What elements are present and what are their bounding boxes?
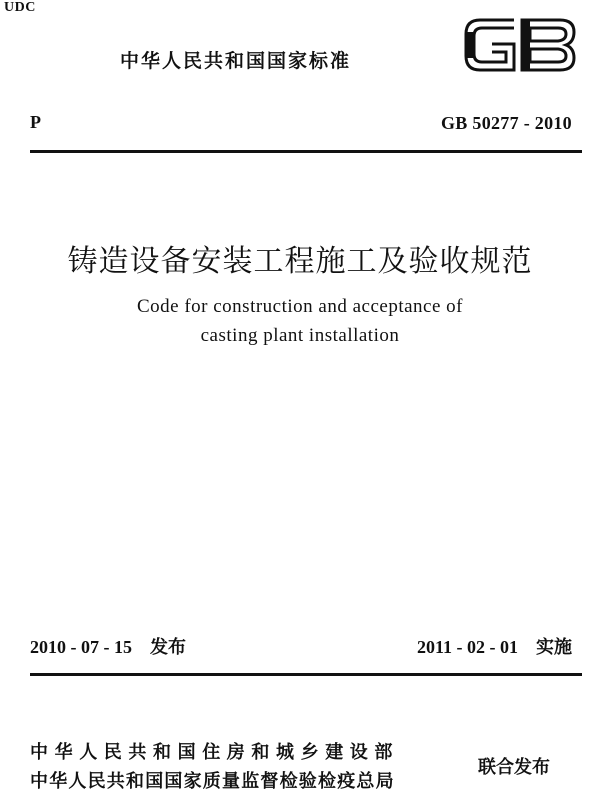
header-divider — [30, 150, 582, 153]
implement-date: 2011 - 02 - 01 — [417, 637, 518, 657]
gb-logo — [462, 14, 578, 76]
issuer-quality-supervision: 中华人民共和国国家质量监督检验检疫总局 — [30, 771, 395, 792]
logo-text: GB — [462, 14, 464, 15]
issue-label: 发布 — [150, 637, 186, 658]
standard-number: GB 50277 - 2010 — [440, 113, 572, 133]
implement-label: 实施 — [536, 637, 572, 658]
issuer-ministry-housing: 中华人民共和国住房和城乡建设部 — [30, 742, 399, 763]
document-title-chinese: 铸造设备安装工程施工及验收规范 — [67, 244, 533, 279]
implement-date-block — [417, 633, 572, 659]
issue-date: 2010 - 07 - 15 — [30, 637, 132, 657]
classification-code: P — [30, 112, 41, 132]
national-standard-title: 中华人民共和国国家标准 — [120, 50, 352, 72]
udc-label: UDC — [4, 0, 36, 15]
document-title-english-line1: Code for construction and acceptance of — [136, 296, 463, 317]
document-title-english-line2: casting plant installation — [200, 325, 400, 346]
footer-divider — [30, 673, 582, 676]
issue-date-block — [30, 633, 186, 659]
joint-issue-label: 联合发布 — [478, 757, 550, 778]
